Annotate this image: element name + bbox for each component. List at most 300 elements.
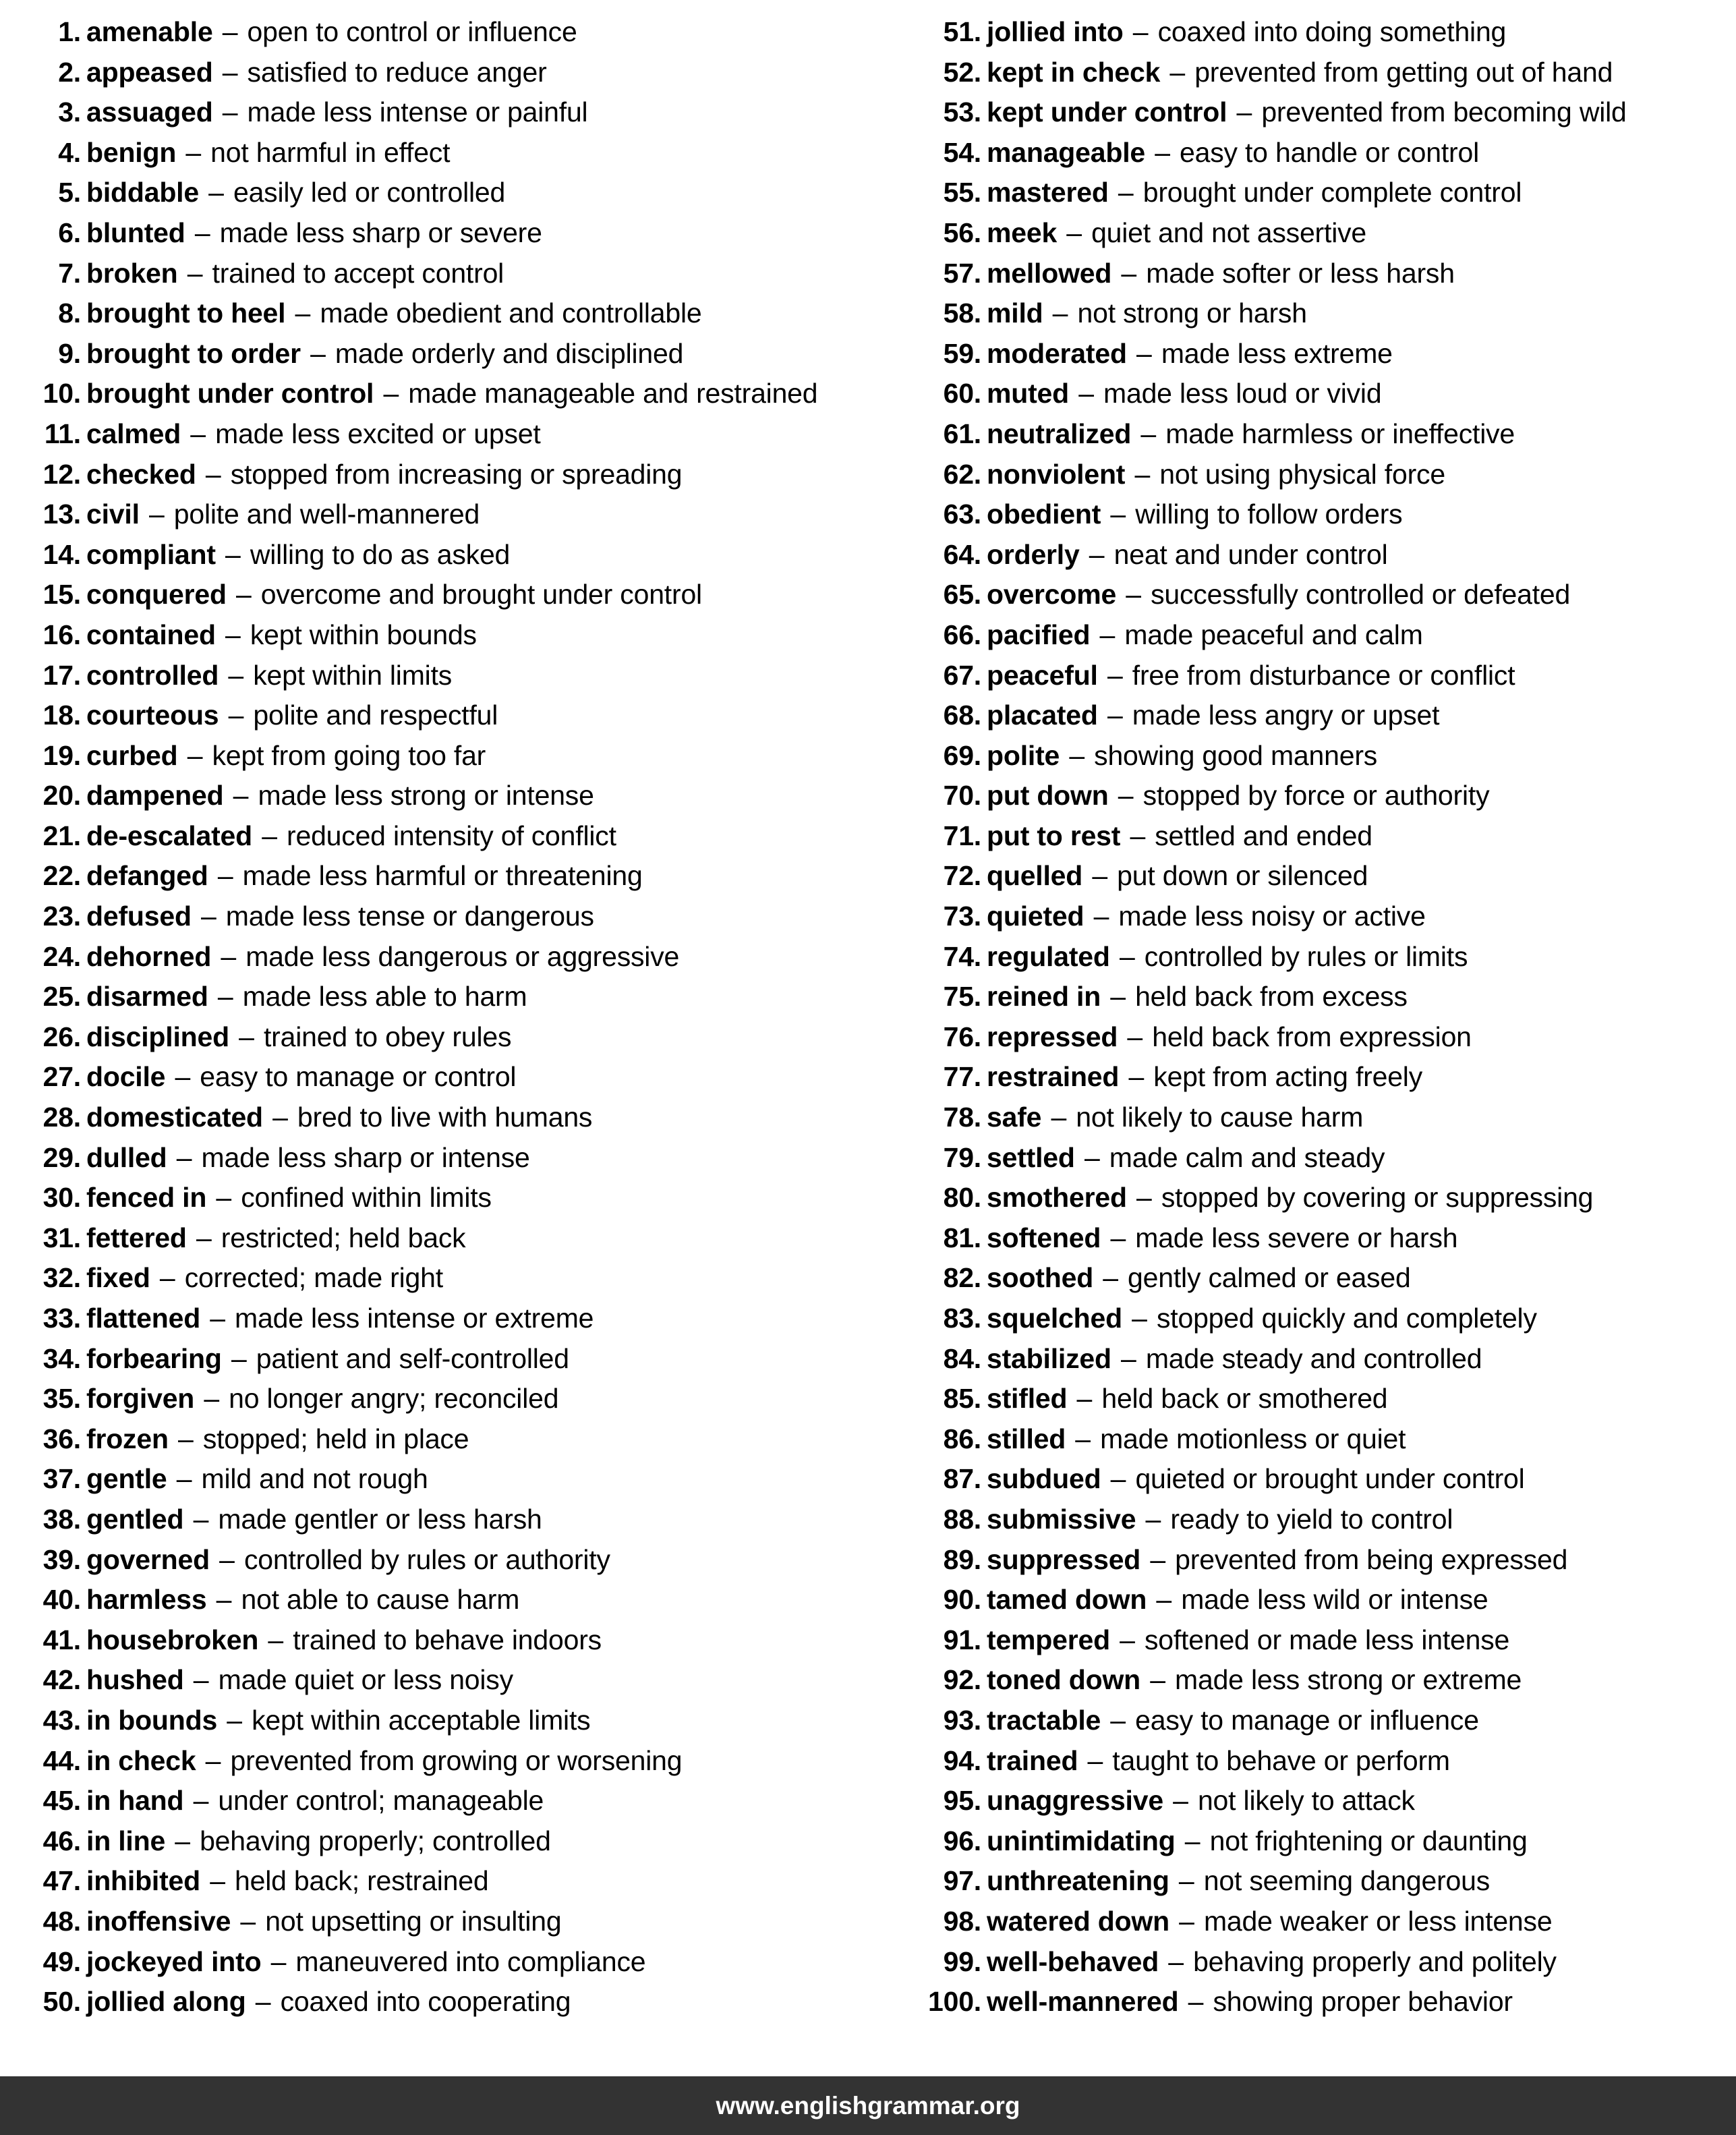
list-item-separator: – bbox=[254, 820, 285, 851]
list-item-separator: – bbox=[1086, 901, 1117, 932]
list-item-number: 63. bbox=[943, 499, 981, 530]
list-item-term: forgiven bbox=[86, 1383, 195, 1415]
list-item-term: controlled bbox=[86, 659, 219, 691]
list-item-body bbox=[987, 1982, 1513, 2022]
list-item-separator: – bbox=[214, 96, 245, 128]
list-item-number: 93. bbox=[943, 1704, 981, 1736]
list-item-body bbox=[987, 1741, 1450, 1782]
list-item-body bbox=[86, 213, 542, 254]
list-item bbox=[20, 334, 907, 374]
list-item-definition: prevented from getting out of hand bbox=[1194, 56, 1613, 88]
list-item-number: 47. bbox=[42, 1865, 81, 1897]
list-item-separator: – bbox=[1059, 217, 1090, 248]
list-item-number: 41. bbox=[42, 1624, 81, 1655]
list-item-separator: – bbox=[221, 659, 252, 691]
list-item-number: 87. bbox=[943, 1463, 981, 1495]
list-item-term: curbed bbox=[86, 739, 178, 771]
list-item bbox=[20, 977, 907, 1017]
list-item-definition: controlled by rules or limits bbox=[1144, 940, 1468, 972]
list-item-number: 23. bbox=[42, 901, 81, 932]
list-item-term: calmed bbox=[86, 418, 181, 449]
list-item bbox=[20, 1339, 907, 1379]
list-item-number: 83. bbox=[943, 1303, 981, 1334]
list-item-body bbox=[86, 1540, 610, 1581]
list-item-definition: made less angry or upset bbox=[1132, 700, 1440, 731]
list-item-number: 46. bbox=[42, 1825, 81, 1856]
list-item-number: 97. bbox=[943, 1865, 981, 1897]
list-item-separator: – bbox=[1149, 1584, 1180, 1616]
list-item-definition: made less intense or extreme bbox=[235, 1303, 594, 1334]
list-item-body bbox=[987, 1540, 1567, 1581]
list-item-term: mellowed bbox=[987, 257, 1112, 289]
list-item-separator: – bbox=[219, 1704, 250, 1736]
list-item-number: 75. bbox=[943, 981, 981, 1013]
list-item-number: 1. bbox=[58, 16, 81, 47]
list-item-term: reined in bbox=[987, 981, 1101, 1013]
list-item-definition: showing good manners bbox=[1094, 739, 1378, 771]
list-item-separator: – bbox=[185, 1785, 216, 1817]
list-item bbox=[921, 615, 1736, 656]
list-item-number: 11. bbox=[44, 418, 81, 449]
list-item-term: disarmed bbox=[86, 981, 208, 1013]
list-item-number: 70. bbox=[943, 780, 981, 812]
list-item-term: conquered bbox=[86, 579, 227, 610]
list-item-definition: polite and well-mannered bbox=[173, 499, 480, 530]
list-item-body bbox=[987, 896, 1426, 937]
list-item-number: 65. bbox=[943, 579, 981, 610]
list-item-definition: prevented from becoming wild bbox=[1261, 96, 1627, 128]
list-item-term: pacified bbox=[987, 619, 1091, 650]
list-item-number: 80. bbox=[943, 1182, 981, 1214]
list-item-number: 18. bbox=[42, 700, 81, 731]
list-item-term: amenable bbox=[86, 16, 213, 47]
list-item-separator: – bbox=[260, 1624, 291, 1655]
list-item-separator: – bbox=[1113, 257, 1145, 289]
list-item-term: obedient bbox=[987, 499, 1101, 530]
list-item-definition: held back from excess bbox=[1135, 981, 1408, 1013]
list-item-body bbox=[987, 254, 1455, 294]
list-item bbox=[921, 977, 1736, 1017]
list-item-term: broken bbox=[86, 257, 178, 289]
list-item-term: in check bbox=[86, 1744, 196, 1776]
list-item bbox=[921, 1861, 1736, 1902]
list-item bbox=[921, 334, 1736, 374]
list-item bbox=[20, 776, 907, 816]
list-item-body bbox=[987, 133, 1479, 173]
list-item-body bbox=[987, 1057, 1422, 1098]
list-item bbox=[921, 736, 1736, 776]
list-item-number: 25. bbox=[42, 981, 81, 1013]
list-item-definition: not likely to attack bbox=[1197, 1785, 1415, 1817]
list-item bbox=[921, 455, 1736, 495]
list-item-definition: trained to behave indoors bbox=[293, 1624, 602, 1655]
list-item-definition: not likely to cause harm bbox=[1076, 1102, 1364, 1133]
list-item-definition: satisfied to reduce anger bbox=[247, 56, 547, 88]
list-item-body bbox=[987, 1459, 1525, 1500]
list-item-term: docile bbox=[86, 1061, 166, 1093]
list-item-body bbox=[987, 1138, 1385, 1178]
list-item-definition: made less loud or vivid bbox=[1103, 378, 1382, 409]
list-item-number: 24. bbox=[42, 940, 81, 972]
list-item-definition: softened or made less intense bbox=[1144, 1624, 1510, 1655]
list-item-body bbox=[86, 12, 577, 53]
list-item-definition: neat and under control bbox=[1113, 538, 1388, 570]
list-item-separator: – bbox=[1142, 1543, 1174, 1575]
list-item-term: housebroken bbox=[86, 1624, 259, 1655]
list-item bbox=[921, 414, 1736, 455]
list-item-number: 86. bbox=[943, 1423, 981, 1454]
list-item-body bbox=[86, 1218, 465, 1259]
list-item bbox=[921, 1379, 1736, 1419]
list-item-term: frozen bbox=[86, 1423, 169, 1454]
list-item-definition: trained to accept control bbox=[212, 257, 504, 289]
list-item-definition: gently calmed or eased bbox=[1128, 1262, 1411, 1294]
list-item-term: stilled bbox=[987, 1423, 1066, 1454]
list-item bbox=[921, 856, 1736, 896]
list-item-body bbox=[86, 1902, 562, 1942]
list-item-separator: – bbox=[223, 1342, 254, 1374]
list-item bbox=[20, 615, 907, 656]
list-item-definition: kept within bounds bbox=[250, 619, 477, 650]
list-item bbox=[921, 1098, 1736, 1138]
list-item-definition: trained to obey rules bbox=[263, 1021, 512, 1052]
list-item bbox=[20, 656, 907, 696]
list-item-body bbox=[987, 1902, 1552, 1942]
list-item-number: 89. bbox=[943, 1543, 981, 1575]
list-item bbox=[921, 1620, 1736, 1661]
list-item-separator: – bbox=[1229, 96, 1260, 128]
list-item-term: defused bbox=[86, 901, 192, 932]
list-item-definition: willing to do as asked bbox=[250, 538, 511, 570]
list-item-definition: made less strong or intense bbox=[258, 780, 594, 812]
list-item-number: 38. bbox=[42, 1503, 81, 1535]
list-item-number: 52. bbox=[943, 56, 981, 88]
list-item bbox=[921, 1339, 1736, 1379]
list-item-definition: held back; restrained bbox=[235, 1865, 489, 1897]
list-item-body bbox=[987, 1178, 1593, 1218]
list-item-separator: – bbox=[208, 1182, 239, 1214]
list-item-term: kept under control bbox=[987, 96, 1227, 128]
list-item bbox=[921, 1299, 1736, 1339]
list-item-definition: successfully controlled or defeated bbox=[1151, 579, 1571, 610]
list-item bbox=[20, 1178, 907, 1218]
list-item-body bbox=[987, 1701, 1479, 1741]
list-item-definition: held back from expression bbox=[1152, 1021, 1472, 1052]
list-item-term: quelled bbox=[987, 860, 1083, 892]
list-item-term: appeased bbox=[86, 56, 213, 88]
list-item-separator: – bbox=[1103, 1463, 1134, 1495]
list-item-number: 8. bbox=[58, 297, 81, 329]
list-item-body bbox=[987, 1580, 1488, 1620]
list-item-body bbox=[987, 293, 1307, 334]
list-item-number: 49. bbox=[42, 1945, 81, 1977]
list-item bbox=[921, 1701, 1736, 1741]
list-item-body bbox=[86, 736, 486, 776]
list-item bbox=[20, 53, 907, 93]
list-item-definition: coaxed into cooperating bbox=[280, 1986, 571, 2018]
list-item-term: settled bbox=[987, 1141, 1075, 1173]
list-item-definition: under control; manageable bbox=[218, 1785, 544, 1817]
list-item bbox=[921, 293, 1736, 334]
list-item-body bbox=[987, 1017, 1472, 1058]
list-item-term: unaggressive bbox=[987, 1785, 1163, 1817]
list-item bbox=[20, 575, 907, 615]
list-item-body bbox=[86, 575, 702, 615]
list-item-number: 45. bbox=[42, 1785, 81, 1817]
list-item-number: 22. bbox=[42, 860, 81, 892]
list-item-separator: – bbox=[193, 901, 224, 932]
list-item-term: orderly bbox=[987, 538, 1080, 570]
list-item-separator: – bbox=[248, 1986, 279, 2018]
list-item-term: nonviolent bbox=[987, 458, 1126, 490]
list-item-body bbox=[987, 1379, 1387, 1419]
list-item bbox=[921, 896, 1736, 937]
list-item-body bbox=[86, 1500, 542, 1540]
list-item-number: 79. bbox=[943, 1141, 981, 1173]
list-item-separator: – bbox=[211, 1543, 242, 1575]
list-item-body bbox=[86, 1982, 571, 2022]
list-item-separator: – bbox=[287, 297, 318, 329]
list-item-number: 71. bbox=[943, 820, 981, 851]
list-item-body bbox=[987, 455, 1445, 495]
list-item bbox=[20, 1781, 907, 1821]
list-item-body bbox=[987, 374, 1381, 414]
list-item-term: domesticated bbox=[86, 1102, 263, 1133]
list-item-body bbox=[86, 977, 527, 1017]
list-item bbox=[921, 1218, 1736, 1259]
list-item-definition: kept within limits bbox=[253, 659, 453, 691]
list-item-separator: – bbox=[264, 1102, 295, 1133]
list-item-term: well-behaved bbox=[987, 1945, 1159, 1977]
list-item-body bbox=[86, 1098, 592, 1138]
list-item-body bbox=[86, 896, 594, 937]
list-item-body bbox=[86, 695, 498, 736]
list-item-definition: open to control or influence bbox=[247, 16, 577, 47]
list-item-separator: – bbox=[1142, 1664, 1174, 1696]
list-item-separator: – bbox=[1095, 1262, 1126, 1294]
list-item-body bbox=[86, 1258, 443, 1299]
list-item-term: harmless bbox=[86, 1584, 207, 1616]
list-item-definition: made less able to harm bbox=[242, 981, 527, 1013]
list-item-separator: – bbox=[1062, 739, 1093, 771]
list-item-term: stifled bbox=[987, 1383, 1068, 1415]
list-item-number: 99. bbox=[943, 1945, 981, 1977]
list-item-number: 100. bbox=[928, 1986, 981, 2018]
list-item-body bbox=[987, 1098, 1363, 1138]
list-item-number: 10. bbox=[42, 378, 81, 409]
list-item-number: 43. bbox=[42, 1704, 81, 1736]
list-item-definition: not frightening or daunting bbox=[1209, 1825, 1528, 1856]
list-item-definition: made orderly and disciplined bbox=[335, 337, 684, 369]
list-item-body bbox=[987, 494, 1403, 535]
list-item bbox=[921, 1781, 1736, 1821]
list-item-term: safe bbox=[987, 1102, 1042, 1133]
list-item-definition: stopped by force or authority bbox=[1142, 780, 1490, 812]
list-item bbox=[20, 695, 907, 736]
list-item-separator: – bbox=[302, 337, 333, 369]
list-item bbox=[20, 1580, 907, 1620]
list-item-separator: – bbox=[1080, 1744, 1111, 1776]
list-item-separator: – bbox=[188, 1222, 219, 1253]
list-item-term: defanged bbox=[86, 860, 208, 892]
list-item-separator: – bbox=[1122, 820, 1153, 851]
list-item bbox=[921, 1178, 1736, 1218]
list-item-definition: mild and not rough bbox=[201, 1463, 428, 1495]
list-item-definition: easily led or controlled bbox=[233, 177, 506, 208]
list-item-number: 20. bbox=[42, 780, 81, 812]
list-item bbox=[20, 937, 907, 977]
list-item-number: 16. bbox=[42, 619, 81, 650]
list-item-separator: – bbox=[1103, 1704, 1134, 1736]
list-item-definition: patient and self-controlled bbox=[256, 1342, 569, 1374]
list-item-definition: made calm and steady bbox=[1109, 1141, 1385, 1173]
list-item-body bbox=[86, 1942, 645, 1983]
list-item bbox=[921, 92, 1736, 133]
list-item-separator: – bbox=[1092, 619, 1123, 650]
list-item-term: mastered bbox=[987, 177, 1109, 208]
list-item bbox=[20, 494, 907, 535]
list-item bbox=[20, 1620, 907, 1661]
list-item-term: in hand bbox=[86, 1785, 184, 1817]
list-item-number: 39. bbox=[42, 1543, 81, 1575]
list-item-number: 74. bbox=[943, 940, 981, 972]
list-item-definition: held back or smothered bbox=[1101, 1383, 1388, 1415]
list-item-body bbox=[86, 1459, 428, 1500]
list-item-number: 30. bbox=[42, 1182, 81, 1214]
list-item-body bbox=[86, 92, 587, 133]
list-item-separator: – bbox=[1110, 177, 1141, 208]
list-item-number: 88. bbox=[943, 1503, 981, 1535]
list-item-definition: prevented from being expressed bbox=[1175, 1543, 1568, 1575]
list-item-number: 15. bbox=[42, 579, 81, 610]
list-item-separator: – bbox=[210, 860, 241, 892]
list-item-number: 56. bbox=[943, 217, 981, 248]
list-item-number: 26. bbox=[42, 1021, 81, 1052]
list-item-separator: – bbox=[167, 1825, 198, 1856]
list-item-definition: made less wild or intense bbox=[1181, 1584, 1488, 1616]
list-item-body bbox=[86, 334, 683, 374]
list-item-definition: free from disturbance or conflict bbox=[1132, 659, 1515, 691]
list-item-separator: – bbox=[263, 1945, 294, 1977]
list-item-term: kept in check bbox=[987, 56, 1161, 88]
list-item-separator: – bbox=[217, 538, 248, 570]
list-item-term: assuaged bbox=[86, 96, 213, 128]
list-item-definition: settled and ended bbox=[1155, 820, 1372, 851]
list-item-term: gentle bbox=[86, 1463, 167, 1495]
list-item-number: 72. bbox=[943, 860, 981, 892]
list-item-separator: – bbox=[185, 1664, 216, 1696]
list-item bbox=[20, 1500, 907, 1540]
right-column bbox=[907, 12, 1736, 2076]
list-item-separator: – bbox=[1068, 1423, 1099, 1454]
list-item-separator: – bbox=[179, 739, 210, 771]
list-item bbox=[921, 133, 1736, 173]
list-item-term: unintimidating bbox=[987, 1825, 1176, 1856]
list-item-body bbox=[86, 1178, 492, 1218]
list-item-number: 62. bbox=[943, 458, 981, 490]
list-item bbox=[921, 254, 1736, 294]
list-item-term: jollied along bbox=[86, 1986, 246, 2018]
list-item-term: muted bbox=[987, 378, 1070, 409]
list-item-body bbox=[987, 535, 1388, 575]
list-item bbox=[20, 1660, 907, 1701]
list-item-term: overcome bbox=[987, 579, 1117, 610]
list-item-definition: stopped; held in place bbox=[202, 1423, 469, 1454]
list-item-body bbox=[987, 92, 1627, 133]
list-item-body bbox=[86, 1138, 530, 1178]
list-item-separator: – bbox=[1099, 700, 1130, 731]
list-item bbox=[921, 1258, 1736, 1299]
list-item-separator: – bbox=[1138, 1503, 1169, 1535]
list-item bbox=[20, 293, 907, 334]
list-item-body bbox=[987, 695, 1439, 736]
list-item-separator: – bbox=[1069, 1383, 1100, 1415]
list-item-separator: – bbox=[1128, 337, 1159, 369]
list-item-body bbox=[86, 856, 643, 896]
list-item-term: brought to order bbox=[86, 337, 301, 369]
list-item-body bbox=[987, 173, 1522, 213]
list-item-number: 7. bbox=[58, 257, 81, 289]
list-item-separator: – bbox=[231, 1021, 262, 1052]
list-item-number: 5. bbox=[58, 177, 81, 208]
list-item-number: 66. bbox=[943, 619, 981, 650]
list-item-number: 35. bbox=[42, 1383, 81, 1415]
list-item-term: blunted bbox=[86, 217, 185, 248]
list-item-body bbox=[987, 977, 1408, 1017]
list-item-number: 33. bbox=[42, 1303, 81, 1334]
list-item-body bbox=[86, 1379, 558, 1419]
list-item bbox=[921, 1982, 1736, 2022]
list-item-term: unthreatening bbox=[987, 1865, 1169, 1897]
list-item-number: 69. bbox=[943, 739, 981, 771]
list-item-separator: – bbox=[1111, 940, 1142, 972]
list-item-number: 54. bbox=[943, 136, 981, 168]
list-item-body bbox=[86, 816, 616, 857]
list-item-body bbox=[86, 494, 480, 535]
list-item-definition: made less sharp or severe bbox=[219, 217, 542, 248]
list-item-separator: – bbox=[233, 1905, 264, 1937]
list-item-number: 17. bbox=[42, 659, 81, 691]
list-item-separator: – bbox=[1084, 860, 1116, 892]
list-item-definition: made less dangerous or aggressive bbox=[245, 940, 680, 972]
list-item-number: 32. bbox=[42, 1262, 81, 1294]
list-item-term: quieted bbox=[987, 901, 1084, 932]
list-item-body bbox=[86, 53, 547, 93]
list-item-separator: – bbox=[1127, 458, 1158, 490]
list-item-term: disciplined bbox=[86, 1021, 229, 1052]
website-url[interactable]: www.englishgrammar.org bbox=[716, 2091, 1020, 2119]
list-item-definition: restricted; held back bbox=[221, 1222, 466, 1253]
list-item-definition: made less harmful or threatening bbox=[242, 860, 643, 892]
list-item-body bbox=[86, 1299, 594, 1339]
list-item-body bbox=[86, 1017, 511, 1058]
list-item-number: 58. bbox=[943, 297, 981, 329]
list-item-term: hushed bbox=[86, 1664, 184, 1696]
list-item-body bbox=[987, 1419, 1406, 1460]
list-item-body bbox=[86, 173, 505, 213]
list-item bbox=[921, 1459, 1736, 1500]
list-item bbox=[921, 12, 1736, 53]
list-item-separator: – bbox=[1171, 1905, 1202, 1937]
list-item-definition: put down or silenced bbox=[1117, 860, 1368, 892]
list-item-definition: made less sharp or intense bbox=[201, 1141, 530, 1173]
list-item-term: de-escalated bbox=[86, 820, 253, 851]
list-item-term: peaceful bbox=[987, 659, 1098, 691]
list-item-number: 64. bbox=[943, 538, 981, 570]
list-item-number: 28. bbox=[42, 1102, 81, 1133]
list-item-separator: – bbox=[1120, 1021, 1151, 1052]
list-item-separator: – bbox=[1133, 418, 1164, 449]
